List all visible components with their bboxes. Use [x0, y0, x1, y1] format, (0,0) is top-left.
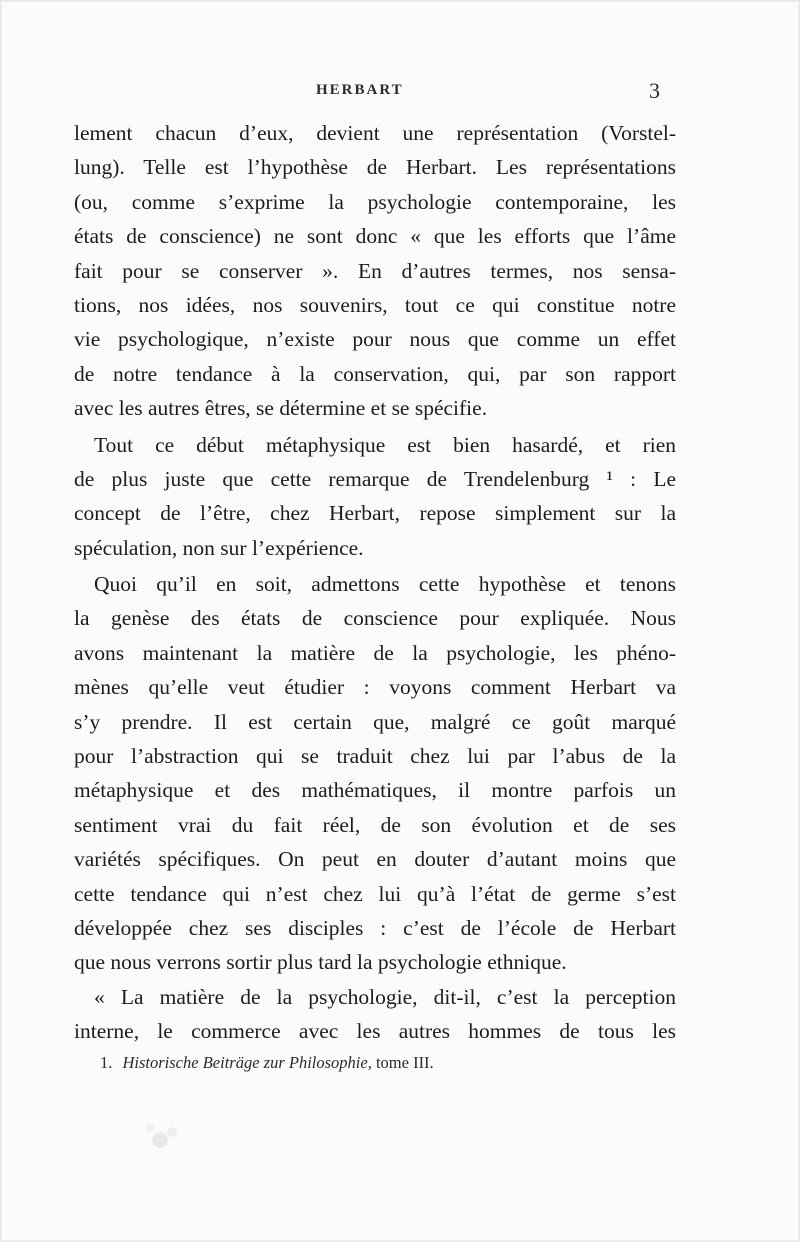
- text-line: vie psychologique, n’existe pour nous que comme un effet: [74, 327, 676, 352]
- text-line: (ou, comme s’exprime la psychologie contemporaine, les: [74, 189, 676, 214]
- text-line: que nous verrons sortir plus tard la psychologie ethnique.: [74, 950, 567, 975]
- text-line: s’y prendre. Il est certain que, malgré ce goût marqué: [74, 709, 676, 734]
- text-line: avons maintenant la matière de la psychologie, les phéno-: [74, 640, 676, 665]
- footnote: [100, 1053, 660, 1073]
- text-line: spéculation, non sur l’expérience.: [74, 535, 364, 560]
- text-line: concept de l’être, chez Herbart, repose simplement sur la: [74, 501, 676, 526]
- text-line: métaphysique et des mathématiques, il montre parfois un: [74, 778, 676, 803]
- text-line: « La matière de la psychologie, dit-il, c’est la perception: [94, 984, 676, 1009]
- footnote-title: Historische Beiträge zur Philosophie,: [122, 1053, 372, 1072]
- page-number: 3: [649, 78, 660, 103]
- text-line: Tout ce début métaphysique est bien hasardé, et rien: [94, 432, 676, 457]
- text-line: développée chez ses disciples : c’est de l’école de Herbart: [74, 915, 676, 940]
- footnote-rest: tome III.: [375, 1053, 434, 1072]
- text-line: sentiment vrai du fait réel, de son évolution et de ses: [74, 812, 676, 837]
- text-line: mènes qu’elle veut étudier : voyons comment Herbart va: [74, 675, 676, 700]
- text-line: interne, le commerce avec les autres hommes de tous les: [74, 1019, 676, 1044]
- running-header: [70, 78, 670, 108]
- running-title: HERBART: [316, 82, 404, 98]
- text-line: pour l’abstraction qui se traduit chez lui par l’abus de la: [74, 744, 676, 769]
- text-line: cette tendance qui n’est chez lui qu’à l’état de germe s’est: [74, 881, 676, 906]
- text-line: avec les autres êtres, se détermine et se spécifie.: [74, 396, 488, 421]
- body-text: [74, 116, 676, 1049]
- text-line: de plus juste que cette remarque de Trendelenburg ¹ : Le: [74, 466, 676, 491]
- text-line: Quoi qu’il en soit, admettons cette hypothèse et tenons: [94, 572, 676, 597]
- text-line: lung). Telle est l’hypothèse de Herbart. Les représentations: [74, 155, 676, 180]
- text-line: fait pour se conserver ». En d’autres termes, nos sensa-: [74, 258, 676, 283]
- text-line: variétés spécifiques. On peut en douter d’autant moins que: [74, 847, 676, 872]
- text-line: états de conscience) ne sont donc « que les efforts que l’âme: [74, 224, 676, 249]
- text-line: tions, nos idées, nos souvenirs, tout ce qui constitue notre: [74, 292, 676, 317]
- text-line: lement chacun d’eux, devient une représentation (Vorstel-: [74, 121, 676, 145]
- text-line: la genèse des états de conscience pour expliquée. Nous: [74, 606, 676, 631]
- text-line: de notre tendance à la conservation, qui, par son rapport: [74, 361, 676, 386]
- footnote-number: 1.: [100, 1053, 113, 1072]
